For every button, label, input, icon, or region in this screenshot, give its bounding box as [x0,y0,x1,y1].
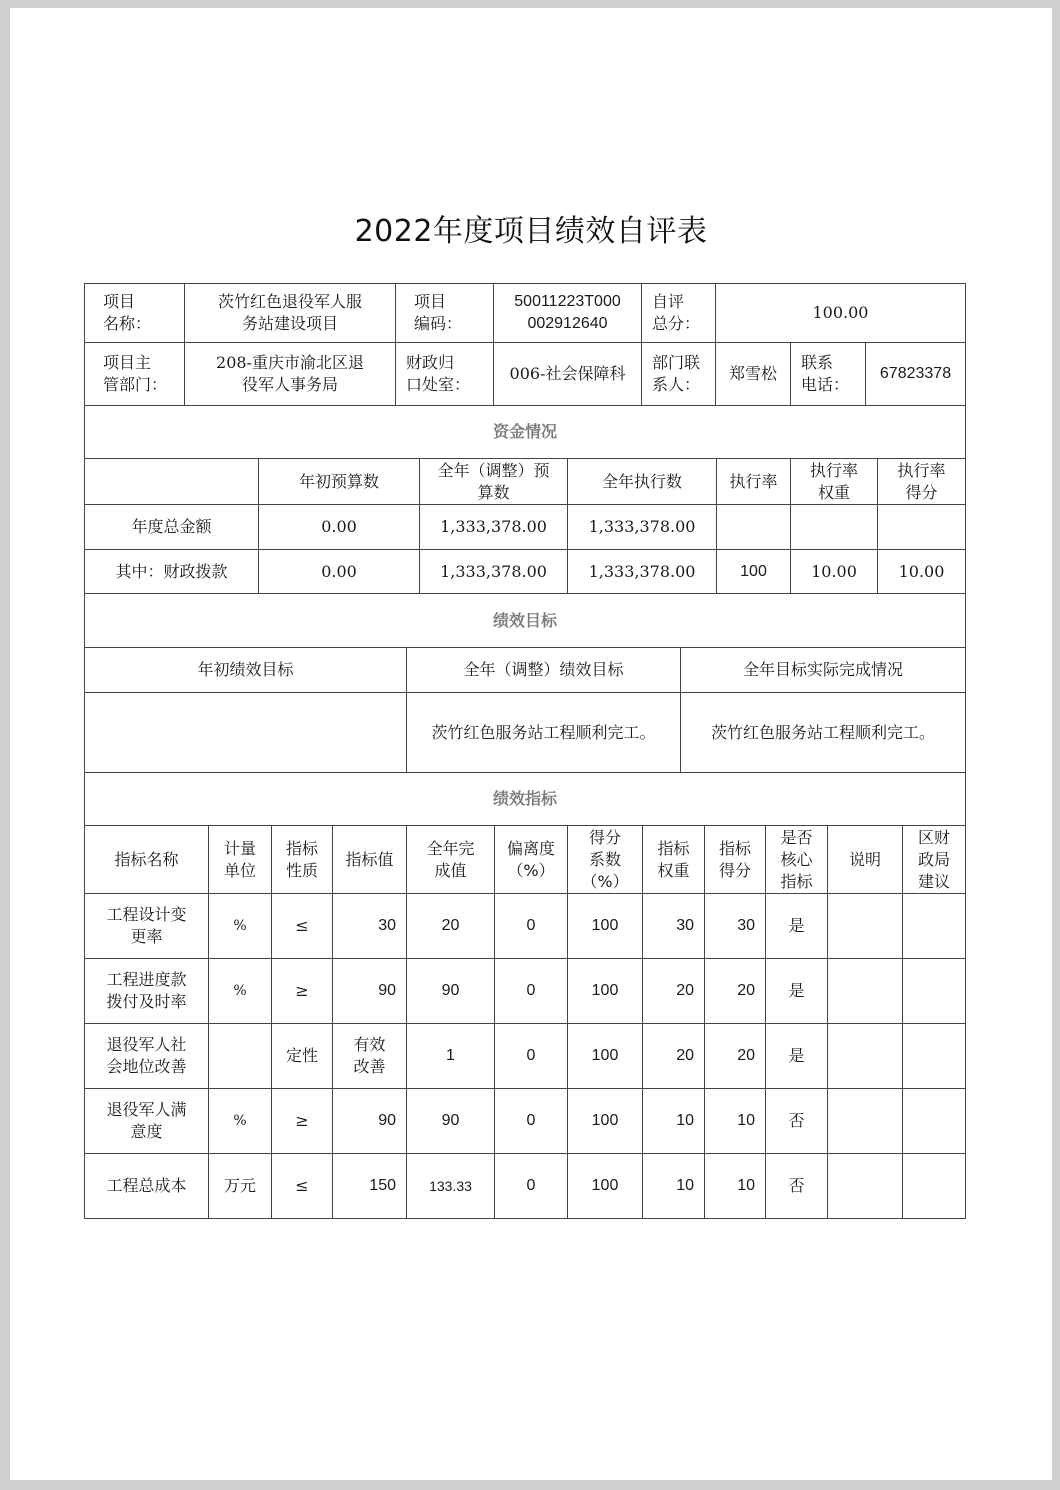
indicator-cell: 万元 [209,1154,272,1219]
indicator-cell: 1 [407,1024,495,1089]
indicator-cell: 100 [568,1089,643,1154]
indicator-cell: 是 [766,1024,828,1089]
funds-cell [878,505,966,550]
indicator-cell: 90 [333,1089,407,1154]
funds-header [85,459,259,505]
info-row-2 [85,343,966,406]
contact-label: 部门联 系人： [642,343,716,406]
indicator-row [85,1154,966,1219]
indicator-cell: 0 [495,1024,568,1089]
indicator-header: 偏离度 （%） [495,826,568,894]
indicator-row [85,1089,966,1154]
indicator-header: 指标值 [333,826,407,894]
phone-label: 联系 电话： [791,343,866,406]
indicator-cell: 20 [643,1024,705,1089]
indicator-header: 指标 权重 [643,826,705,894]
finance-label: 财政归 口处室： [396,343,494,406]
indicator-cell [903,1024,966,1089]
funds-header: 执行率 [717,459,791,505]
indicator-cell: 0 [495,894,568,959]
indicator-cell: 20 [407,894,495,959]
indicator-cell: 工程进度款 拨付及时率 [85,959,209,1024]
indicator-cell [903,894,966,959]
indicator-cell: 有效 改善 [333,1024,407,1089]
indicator-row [85,1024,966,1089]
indicator-cell: 10 [705,1154,766,1219]
score-value: 100.00 [716,284,966,343]
funds-cell: 10.00 [791,550,878,594]
funds-cell: 其中：财政拨款 [85,550,259,594]
indicator-cell [903,959,966,1024]
indicator-cell: ≤ [272,894,333,959]
goals-value-row [85,693,966,773]
indicator-cell: ≤ [272,1154,333,1219]
indicator-cell: 90 [407,1089,495,1154]
indicator-cell: 是 [766,959,828,1024]
indicator-cell: 否 [766,1154,828,1219]
indicator-cell: 30 [643,894,705,959]
funds-cell [717,505,791,550]
indicator-cell: 30 [333,894,407,959]
goals-section-row [85,594,966,648]
indicator-cell: 150 [333,1154,407,1219]
indicator-cell: 工程总成本 [85,1154,209,1219]
indicators-section-title: 绩效指标 [85,773,966,826]
indicator-header: 指标名称 [85,826,209,894]
indicators-section-row [85,773,966,826]
indicator-cell: 0 [495,1154,568,1219]
funds-cell: 1,333,378.00 [420,550,568,594]
funds-header: 执行率 权重 [791,459,878,505]
indicator-cell: 100 [568,959,643,1024]
indicator-cell: 工程设计变 更率 [85,894,209,959]
funds-header-row [85,459,966,505]
funds-row [85,550,966,594]
indicator-cell: % [209,959,272,1024]
phone-value: 67823378 [866,343,966,406]
indicator-cell: 133.33 [407,1154,495,1219]
funds-header: 全年（调整）预 算数 [420,459,568,505]
funds-header: 全年执行数 [568,459,717,505]
goals-header: 全年（调整）绩效目标 [407,648,681,693]
indicator-cell: 10 [643,1154,705,1219]
indicator-cell [828,959,903,1024]
funds-header: 年初预算数 [259,459,420,505]
project-code-value: 50011223T000 002912640 [494,284,642,343]
funds-header: 执行率 得分 [878,459,966,505]
indicator-cell: 0 [495,959,568,1024]
indicator-cell: 退役军人社 会地位改善 [85,1024,209,1089]
indicator-row [85,894,966,959]
dept-label: 项目主 管部门： [85,343,185,406]
goals-value: 茨竹红色服务站工程顺利完工。 [407,693,681,773]
indicator-header: 指标 得分 [705,826,766,894]
indicator-cell [903,1089,966,1154]
funds-cell: 0.00 [259,505,420,550]
finance-value: 006-社会保障科 [494,343,642,406]
indicator-cell [209,1024,272,1089]
project-name-label: 项目 名称： [85,284,185,343]
indicator-cell: 100 [568,894,643,959]
funds-cell: 1,333,378.00 [568,505,717,550]
funds-section-title: 资金情况 [85,406,966,459]
goals-header: 全年目标实际完成情况 [681,648,966,693]
indicator-header: 是否 核心 指标 [766,826,828,894]
indicator-cell [903,1154,966,1219]
funds-cell: 100 [717,550,791,594]
indicator-cell [828,1024,903,1089]
indicator-cell: 100 [568,1154,643,1219]
indicator-cell: 是 [766,894,828,959]
indicator-cell: % [209,1089,272,1154]
indicator-cell: ≥ [272,1089,333,1154]
indicator-cell: 0 [495,1089,568,1154]
indicator-cell: 90 [333,959,407,1024]
goals-header: 年初绩效目标 [85,648,407,693]
goals-section-title: 绩效目标 [85,594,966,648]
score-label: 自评 总分： [642,284,716,343]
indicator-header: 全年完 成值 [407,826,495,894]
evaluation-table [84,283,966,1219]
info-row-1 [85,284,966,343]
indicator-cell: 20 [705,1024,766,1089]
indicator-cell: 20 [643,959,705,1024]
document-page [10,8,1052,1480]
funds-row [85,505,966,550]
goals-header-row [85,648,966,693]
indicator-header: 计量 单位 [209,826,272,894]
indicator-cell: 30 [705,894,766,959]
contact-value: 郑雪松 [716,343,791,406]
indicator-header: 说明 [828,826,903,894]
project-code-label: 项目 编码： [396,284,494,343]
funds-cell: 10.00 [878,550,966,594]
indicator-row [85,959,966,1024]
indicator-cell: 退役军人满 意度 [85,1089,209,1154]
page-title: 2022年度项目绩效自评表 [354,214,708,249]
indicator-header: 得分 系数 （%） [568,826,643,894]
indicator-cell [828,1089,903,1154]
indicator-cell [828,1154,903,1219]
indicator-cell: % [209,894,272,959]
indicator-cell: 100 [568,1024,643,1089]
goals-value [85,693,407,773]
funds-cell [791,505,878,550]
project-name-value: 茨竹红色退役军人服 务站建设项目 [185,284,396,343]
goals-value: 茨竹红色服务站工程顺利完工。 [681,693,966,773]
indicator-cell: ≥ [272,959,333,1024]
funds-cell: 年度总金额 [85,505,259,550]
indicator-header: 指标 性质 [272,826,333,894]
indicator-cell: 20 [705,959,766,1024]
indicator-cell: 否 [766,1089,828,1154]
dept-value: 208-重庆市渝北区退 役军人事务局 [185,343,396,406]
indicator-header: 区财 政局 建议 [903,826,966,894]
indicator-cell: 90 [407,959,495,1024]
indicator-cell: 10 [643,1089,705,1154]
funds-cell: 0.00 [259,550,420,594]
indicator-cell [828,894,903,959]
funds-cell: 1,333,378.00 [420,505,568,550]
indicators-header-row [85,826,966,894]
indicator-cell: 10 [705,1089,766,1154]
indicator-cell: 定性 [272,1024,333,1089]
funds-section-row [85,406,966,459]
funds-cell: 1,333,378.00 [568,550,717,594]
